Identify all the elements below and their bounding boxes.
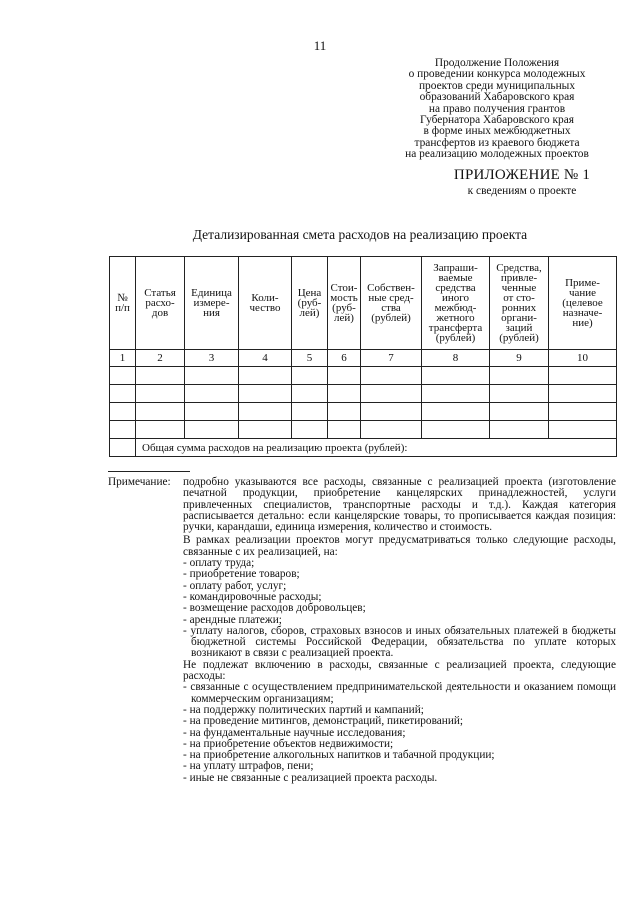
- list-item: - на поддержку политических партий и кампаний;: [183, 705, 616, 716]
- column-header: Стои- мость (руб- лей): [328, 257, 361, 350]
- total-row: [110, 439, 617, 457]
- page-number: 11: [313, 38, 327, 53]
- list-item: - оплату труда;: [183, 558, 616, 569]
- column-header: Запраши- ваемые средства иного межбюд- жетного трансферта (рублей): [422, 257, 490, 350]
- column-header: № п/п: [110, 257, 136, 350]
- list-item: - связанные с осуществлением предпринимательской деятельности и оказанием помощи коммерческим организациям;: [183, 682, 616, 705]
- table-row: [110, 403, 617, 421]
- column-number: 5: [292, 350, 328, 367]
- column-number: 2: [136, 350, 185, 367]
- column-number: 7: [361, 350, 422, 367]
- header-line: в форме иных межбюджетных: [423, 125, 571, 138]
- list-item: - приобретение товаров;: [183, 569, 616, 580]
- column-header: Средства, привле- ченные от сто- ронних органи- заций (рублей): [490, 257, 549, 350]
- regulation-header: [384, 58, 610, 161]
- allowed-expenses-intro: В рамках реализации проектов могут предусматриваться только следующие расходы, связанные с их реализацией, на:: [183, 534, 616, 558]
- table-row: [110, 421, 617, 439]
- column-header: Единица измере- ния: [185, 257, 239, 350]
- list-item: - командировочные расходы;: [183, 592, 616, 603]
- column-number: 9: [490, 350, 549, 367]
- column-number: 10: [549, 350, 617, 367]
- list-item: - оплату работ, услуг;: [183, 581, 616, 592]
- header-line: на право получения грантов: [428, 102, 566, 115]
- note-separator: [108, 471, 190, 472]
- list-item: - на фундаментальные научные исследования;: [183, 728, 616, 739]
- note-label: Примечание:: [108, 476, 171, 488]
- total-label: Общая сумма расходов на реализацию проекта (рублей):: [136, 439, 617, 457]
- note-body: [183, 477, 616, 784]
- column-header: Статья расхо- дов: [136, 257, 185, 350]
- header-line: трансфертов из краевого бюджета: [414, 136, 580, 149]
- appendix-subtitle: к сведениям о проекте: [467, 185, 577, 197]
- note-intro: подробно указываются все расходы, связанные с реализацией проекта (изготовление печатной продукции, приобретение канцелярских принадлежностей, услуги привлеченных специалистов, транспортные расходы и т.д.). Каждая категория расписывается детально: если канцелярские товары, то прописывается каждая позиция: ручки, карандаши, единица измерения, количество и стоимость.: [183, 476, 616, 534]
- list-item: - возмещение расходов добровольцев;: [183, 603, 616, 614]
- header-line: Губернатора Хабаровского края: [419, 114, 575, 127]
- list-item: - на приобретение алкогольных напитков и табачной продукции;: [183, 750, 616, 761]
- column-header: Коли- чество: [239, 257, 292, 350]
- column-number: 1: [110, 350, 136, 367]
- budget-table: [109, 256, 617, 457]
- list-item: - на приобретение объектов недвижимости;: [183, 739, 616, 750]
- column-number-row: [110, 350, 617, 367]
- note-section: [108, 477, 616, 784]
- column-number: 4: [239, 350, 292, 367]
- header-line: на реализацию молодежных проектов: [405, 148, 589, 161]
- document-title: Детализированная смета расходов на реализацию проекта: [192, 227, 528, 242]
- table-header-row: [110, 257, 617, 350]
- list-item: - арендные платежи;: [183, 615, 616, 626]
- column-header: Собствен- ные сред- ства (рублей): [361, 257, 422, 350]
- column-number: 3: [185, 350, 239, 367]
- list-item: - на уплату штрафов, пени;: [183, 761, 616, 772]
- column-header: Цена (руб- лей): [292, 257, 328, 350]
- column-header: Приме- чание (целевое назначе- ние): [549, 257, 617, 350]
- header-line: о проведении конкурса молодежных: [408, 68, 586, 81]
- column-number: 8: [422, 350, 490, 367]
- column-number: 6: [328, 350, 361, 367]
- header-line: проектов среди муниципальных: [418, 79, 576, 92]
- header-line: Продолжение Положения: [434, 57, 560, 69]
- list-item: - уплату налогов, сборов, страховых взносов и иных обязательных платежей в бюджеты бюджетной системы Российской Федерации, обязательства по уплате которых возникают в связи с реализацией проекта.: [183, 626, 616, 660]
- header-line: образований Хабаровского края: [419, 91, 575, 104]
- excluded-expenses-intro: Не подлежат включению в расходы, связанные с реализацией проекта, следующие расходы:: [183, 658, 616, 683]
- table-row: [110, 385, 617, 403]
- table-row: [110, 367, 617, 385]
- appendix-title: ПРИЛОЖЕНИЕ № 1: [453, 167, 591, 183]
- list-item: - на проведение митингов, демонстраций, пикетирований;: [183, 716, 616, 727]
- list-item: - иные не связанные с реализацией проекта расходы.: [183, 773, 616, 784]
